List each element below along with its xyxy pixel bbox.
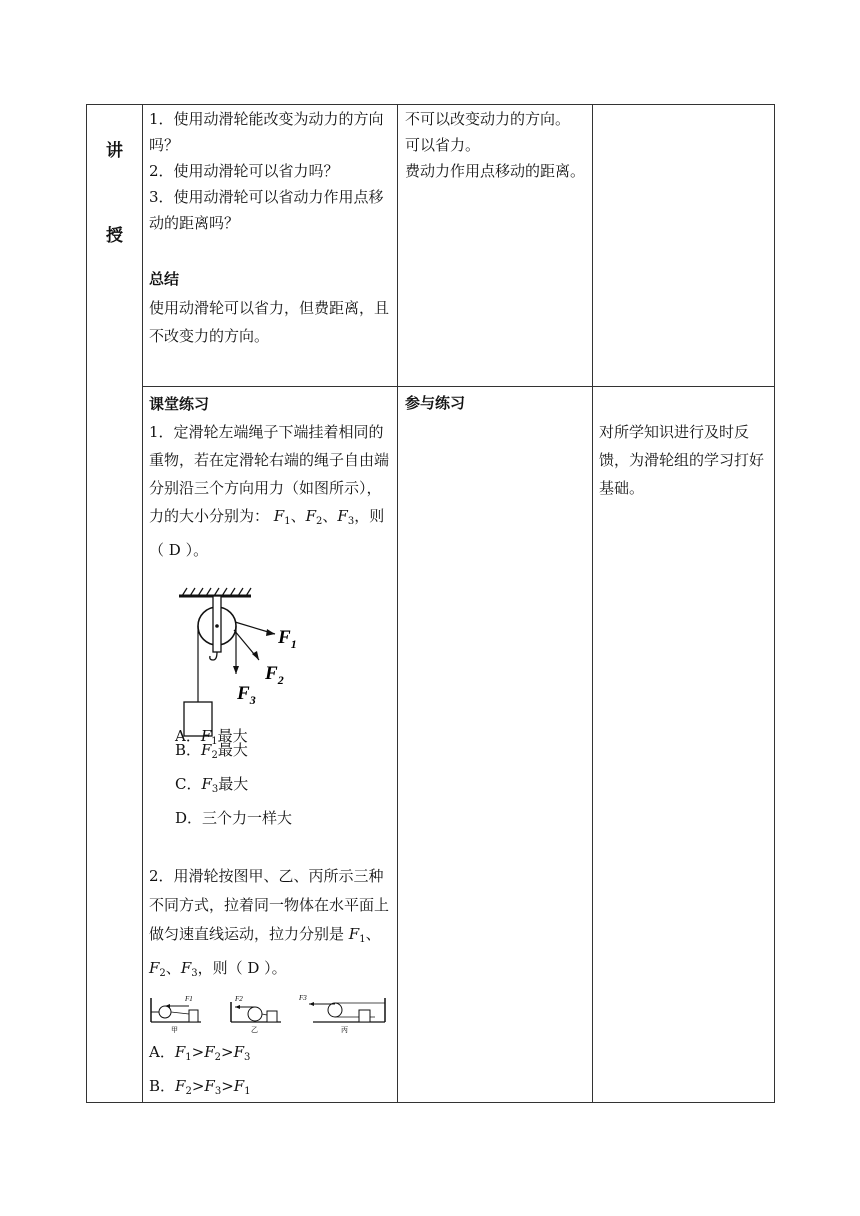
col-divider-3	[592, 104, 593, 1103]
fig2-label-jia: 甲	[171, 1026, 178, 1034]
force-f1: $F_1$	[273, 507, 291, 527]
answer-1: 不可以改变动力的方向。	[405, 110, 571, 128]
q2-option-a: A．$F_1>F_2>F_3$	[149, 1043, 251, 1063]
exercise-title: 课堂练习	[149, 395, 210, 413]
fixed-pulley-figure	[179, 582, 339, 740]
side-label-2: 授	[106, 226, 123, 246]
summary-title: 总结	[149, 270, 180, 288]
design-purpose: 对所学知识进行及时反馈，为滑轮组的学习打好基础。	[599, 423, 765, 497]
q1-option-c: C．$F_3$最大	[175, 775, 249, 795]
question-2: 2．使用动滑轮可以省力吗？	[149, 162, 339, 180]
col-divider-1	[142, 104, 143, 1103]
side-label-1: 讲	[106, 141, 123, 161]
fig2-label-yi: 乙	[251, 1026, 258, 1034]
q1-option-d: D．三个力一样大	[175, 809, 293, 827]
answer-2: 可以省力。	[405, 136, 481, 154]
summary-text: 使用动滑轮可以省力，但费距离，且不改变力的方向。	[149, 299, 390, 345]
fig2-label-f3: F3	[299, 994, 307, 1002]
question-1: 1．使用动滑轮能改变为动力的方向吗？	[149, 110, 384, 154]
exercise-q2-tail: ，则（ D ）。	[197, 959, 287, 977]
fig2-label-f2: F2	[235, 995, 243, 1003]
q1-option-a: A．$F_1$最大	[175, 727, 248, 747]
fig1-label-f1: $F_1$	[278, 627, 297, 651]
fig2-label-bing: 丙	[341, 1026, 348, 1034]
row2-teacher-cell	[149, 390, 392, 1106]
force-f2-q2: $F_2$	[149, 959, 166, 979]
force-f3-q2: $F_3$	[180, 959, 198, 979]
fig2-label-f1: F1	[185, 995, 193, 1003]
force-f3: $F_3$	[337, 507, 355, 527]
q2-option-b: B．$F_2>F_3>F_1$	[149, 1077, 251, 1097]
question-3: 3．使用动滑轮可以省动力作用点移动的距离吗？	[149, 188, 384, 232]
force-f2: $F_2$	[305, 507, 323, 527]
student-practice-title: 参与练习	[405, 394, 466, 412]
table-border-top	[86, 104, 775, 105]
table-border-left	[86, 104, 87, 1103]
exercise-q2: 2．用滑轮按图甲、乙、丙所示三种不同方式，拉着同一物体在水平面上做匀速直线运动，拉力分别是 $F_1$、$F_2$、$F_3$，则（ D ）。	[149, 867, 390, 979]
exercise-q1: 1．定滑轮左端绳子下端挂着相同的重物，若在定滑轮右端的绳子自由端分别沿三个方向用力（如图所示），力的大小分别为： $F_1$、$F_2$、$F_3$，则（ D ）。	[149, 423, 390, 559]
row-divider	[142, 386, 775, 387]
fig1-label-f3: $F_3$	[237, 683, 256, 707]
force-f1-q2: $F_1$	[348, 925, 366, 945]
fig1-label-f2: $F_2$	[265, 663, 284, 687]
three-pulley-figure	[149, 992, 389, 1036]
row1-teacher-cell	[149, 106, 392, 350]
row1-student-cell	[405, 106, 588, 184]
answer-3: 费动力作用点移动的距离。	[405, 162, 586, 180]
col-divider-2	[397, 104, 398, 1103]
q1-option-b: B．$F_2$最大	[175, 741, 248, 761]
exercise-q2-text: 2．用滑轮按图甲、乙、丙所示三种不同方式，拉着同一物体在水平面上做匀速直线运动，拉力分别是	[149, 867, 390, 943]
table-border-right	[774, 104, 775, 1103]
exercise-q1-text: 1．定滑轮左端绳子下端挂着相同的重物，若在定滑轮右端的绳子自由端分别沿三个方向用力（如图所示），力的大小分别为：	[149, 423, 390, 525]
exercise-q1-tail: ，则（ D ）。	[149, 507, 385, 559]
